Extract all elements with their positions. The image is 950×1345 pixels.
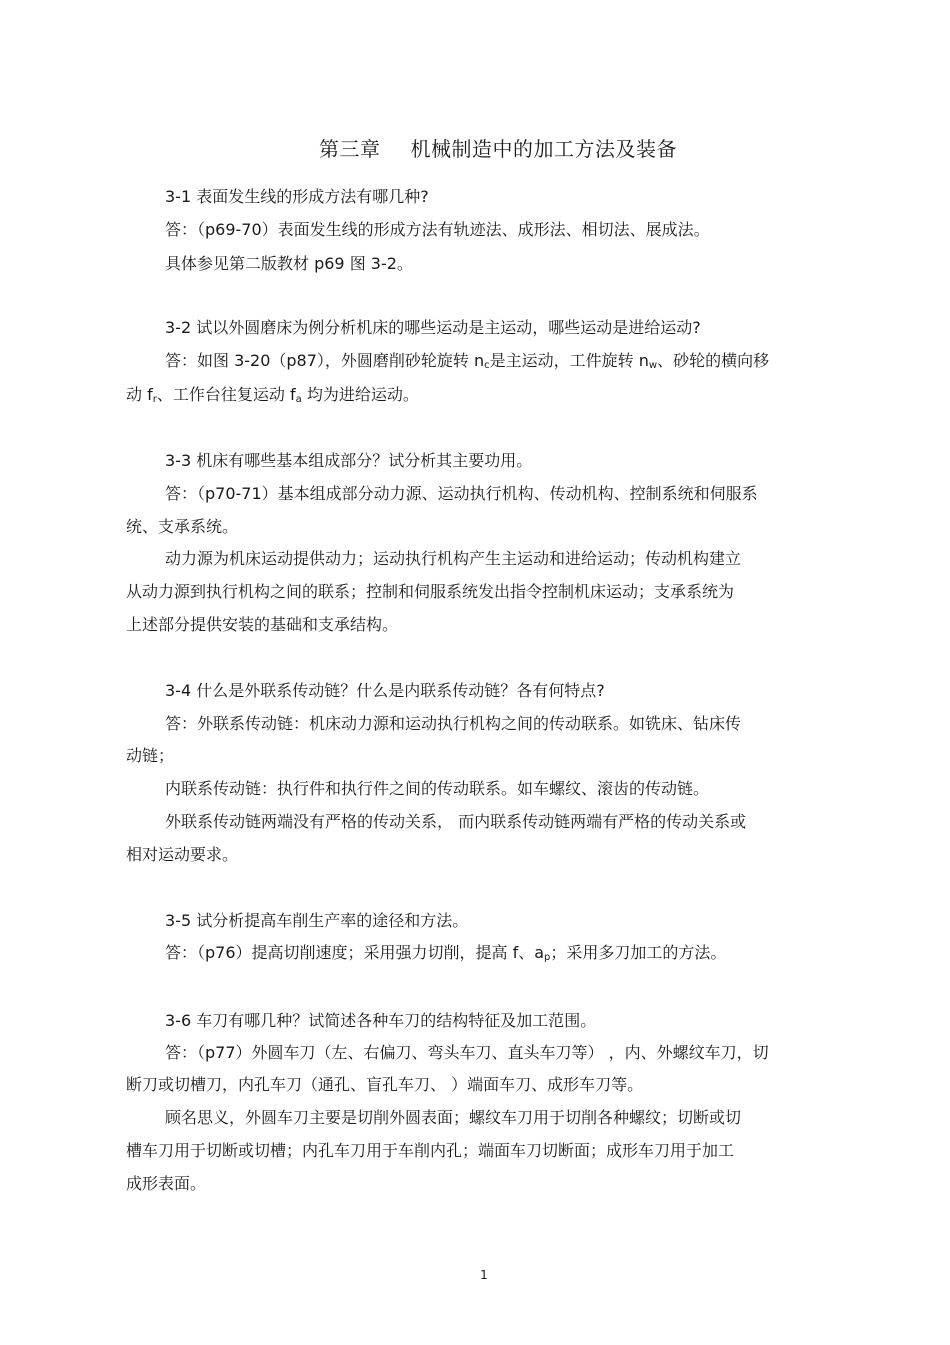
- answer-line: 答：（p70-71）基本组成部分动力源、运动执行机构、传动机构、控制系统和伺服系: [165, 484, 758, 503]
- answer-line: 答：（p76）提高切削速度；采用强力切削，提高 f、$a_p$；采用多刀加工的方法。: [165, 943, 727, 963]
- question-3-1: 3-1 表面发生线的形成方法有哪几种?: [165, 187, 429, 206]
- answer-line: 答：外联系传动链：机床动力源和运动执行机构之间的传动联系。如铣床、钻床传: [165, 714, 742, 733]
- question-3-6: 3-6 车刀有哪几种？试简述各种车刀的结构特征及加工范围。: [165, 1011, 597, 1030]
- page-number: 1: [480, 1268, 488, 1282]
- answer-line: 上述部分提供安装的基础和支承结构。: [126, 615, 399, 634]
- answer-line: 内联系传动链：执行件和执行件之间的传动联系。如车螺纹、滚齿的传动链。: [165, 779, 710, 798]
- answer-line: 槽车刀用于切断或切槽；内孔车刀用于车削内孔；端面车刀切断面；成形车刀用于加工: [126, 1141, 735, 1160]
- chapter-title: [0, 133, 950, 162]
- answer-line: 成形表面。: [126, 1174, 207, 1193]
- answer-line: 统、支承系统。: [126, 517, 239, 536]
- answer-line: 动 $f_r$、工作台往复运动 $f_a$ 均为进给运动。: [126, 385, 419, 405]
- answer-line: 断刀或切槽刀，内孔车刀（通孔、盲孔车刀、 ）端面车刀、成形车刀等。: [126, 1075, 644, 1094]
- chapter-number: 第三章: [319, 137, 381, 161]
- answer-line: 顾名思义，外圆车刀主要是切削外圆表面；螺纹车刀用于切削各种螺纹；切断或切: [165, 1108, 742, 1127]
- question-3-5: 3-5 试分析提高车削生产率的途径和方法。: [165, 911, 469, 930]
- answer-line: 动力源为机床运动提供动力；运动执行机构产生主运动和进给运动；传动机构建立: [165, 549, 742, 568]
- question-3-2: 3-2 试以外圆磨床为例分析机床的哪些运动是主运动，哪些运动是进给运动?: [165, 318, 701, 337]
- answer-line: 动链；: [126, 746, 175, 765]
- answer-line: 答：如图 3-20（p87），外圆磨削砂轮旋转 $n_c$是主运动，工件旋转 $n_w$、砂轮的横向移: [165, 351, 770, 371]
- question-3-4: 3-4 什么是外联系传动链？什么是内联系传动链？各有何特点?: [165, 681, 605, 700]
- question-3-3: 3-3 机床有哪些基本组成部分？试分析其主要功用。: [165, 451, 533, 470]
- answer-line: 答：（p77）外圆车刀（左、右偏刀、弯头车刀、直头车刀等） ，内、外螺纹车刀，切: [165, 1043, 769, 1062]
- answer-line: 相对运动要求。: [126, 845, 239, 864]
- answer-line: 具体参见第二版教材 p69 图 3-2。: [165, 254, 413, 273]
- answer-line: 外联系传动链两端没有严格的传动关系， 而内联系传动链两端有严格的传动关系或: [165, 812, 747, 831]
- answer-line: 答：（p69-70）表面发生线的形成方法有轨迹法、成形法、相切法、展成法。: [165, 220, 710, 239]
- chapter-name: 机械制造中的加工方法及装备: [410, 137, 677, 161]
- answer-line: 从动力源到执行机构之间的联系；控制和伺服系统发出指令控制机床运动；支承系统为: [126, 582, 735, 601]
